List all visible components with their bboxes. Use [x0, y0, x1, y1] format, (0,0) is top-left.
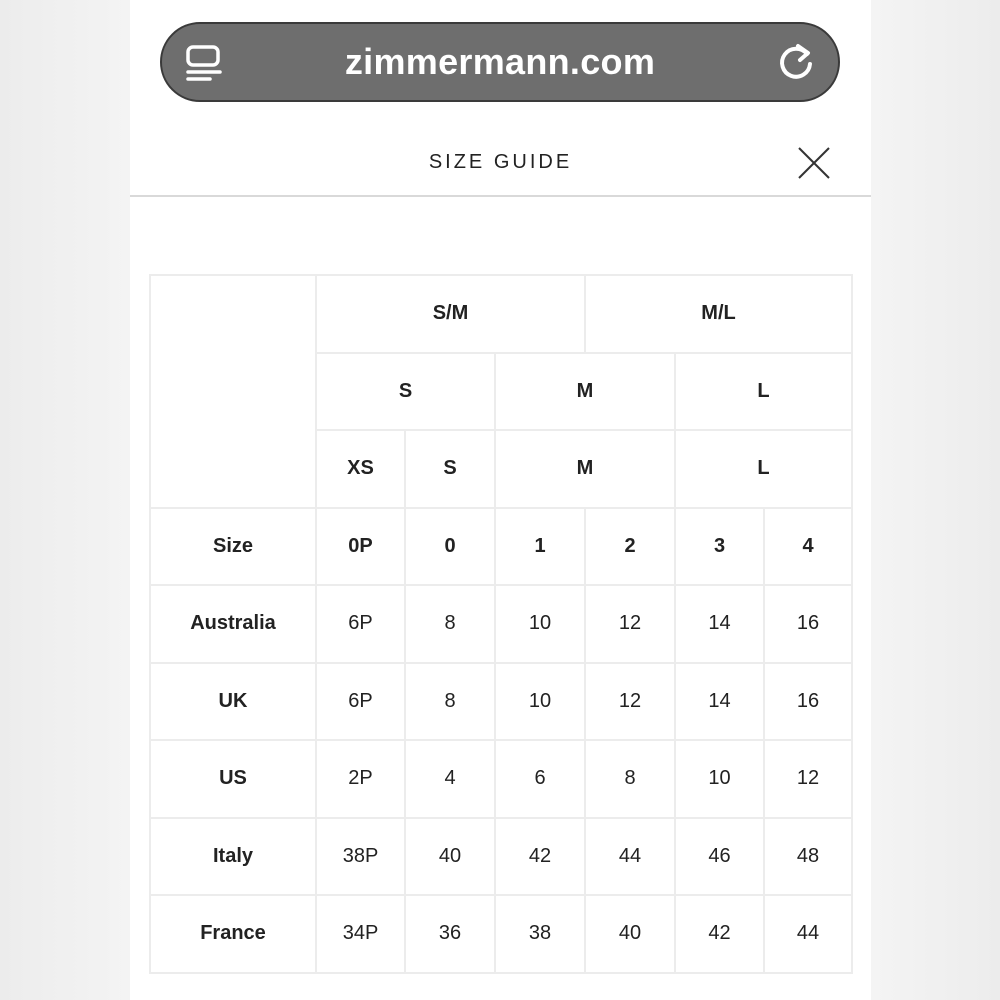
sub-header: XS — [316, 430, 405, 508]
group-header: M — [495, 353, 675, 431]
size-cell: 1 — [495, 508, 585, 586]
table-cell: 46 — [675, 818, 764, 896]
table-cell: 42 — [495, 818, 585, 896]
table-cell: 42 — [675, 895, 764, 973]
sub-header: S — [405, 430, 495, 508]
table-cell: 40 — [405, 818, 495, 896]
sub-header: M — [495, 430, 675, 508]
table-cell: 44 — [764, 895, 852, 973]
table-cell: 38 — [495, 895, 585, 973]
close-icon[interactable] — [796, 145, 832, 181]
group-header: S — [316, 353, 495, 431]
table-cell: 6P — [316, 663, 405, 741]
row-label: Size — [150, 508, 316, 586]
row-label: US — [150, 740, 316, 818]
table-cell: 4 — [405, 740, 495, 818]
table-cell: 14 — [675, 663, 764, 741]
reload-icon[interactable] — [774, 40, 818, 84]
empty-corner-cell — [150, 275, 316, 508]
table-cell: 12 — [585, 585, 675, 663]
table-cell: 16 — [764, 663, 852, 741]
size-guide-table — [149, 274, 853, 974]
band-header: M/L — [585, 275, 852, 353]
table-cell: 48 — [764, 818, 852, 896]
size-guide-title: SIZE GUIDE — [428, 151, 573, 173]
table-cell: 8 — [585, 740, 675, 818]
table-cell: 12 — [585, 663, 675, 741]
size-cell: 3 — [675, 508, 764, 586]
band-header: S/M — [316, 275, 585, 353]
background-left — [0, 0, 130, 1000]
size-guide-header — [130, 125, 871, 197]
reader-mode-icon[interactable] — [184, 44, 224, 84]
table-cell: 36 — [405, 895, 495, 973]
table-cell: 44 — [585, 818, 675, 896]
table-cell: 10 — [675, 740, 764, 818]
table-cell: 10 — [495, 585, 585, 663]
address-bar[interactable] — [160, 22, 840, 102]
table-row — [150, 585, 852, 663]
background-right — [871, 0, 1000, 1000]
row-label: Australia — [150, 585, 316, 663]
table-row — [150, 895, 852, 973]
table-cell: 2P — [316, 740, 405, 818]
table-cell: 6P — [316, 585, 405, 663]
table-cell: 8 — [405, 663, 495, 741]
row-label: Italy — [150, 818, 316, 896]
table-cell: 6 — [495, 740, 585, 818]
size-row — [150, 508, 852, 586]
row-label: UK — [150, 663, 316, 741]
table-cell: 14 — [675, 585, 764, 663]
size-cell: 4 — [764, 508, 852, 586]
table-cell: 38P — [316, 818, 405, 896]
phone-screen — [130, 0, 871, 1000]
size-cell: 0 — [405, 508, 495, 586]
table-cell: 10 — [495, 663, 585, 741]
group-header: L — [675, 353, 852, 431]
size-cell: 0P — [316, 508, 405, 586]
size-cell: 2 — [585, 508, 675, 586]
table-cell: 8 — [405, 585, 495, 663]
sub-header: L — [675, 430, 852, 508]
table-row — [150, 740, 852, 818]
table-cell: 40 — [585, 895, 675, 973]
table-cell: 34P — [316, 895, 405, 973]
row-label: France — [150, 895, 316, 973]
table-row — [150, 818, 852, 896]
band-row — [150, 275, 852, 353]
table-cell: 16 — [764, 585, 852, 663]
table-row — [150, 663, 852, 741]
url-text[interactable]: zimmermann.com — [344, 41, 656, 82]
table-cell: 12 — [764, 740, 852, 818]
